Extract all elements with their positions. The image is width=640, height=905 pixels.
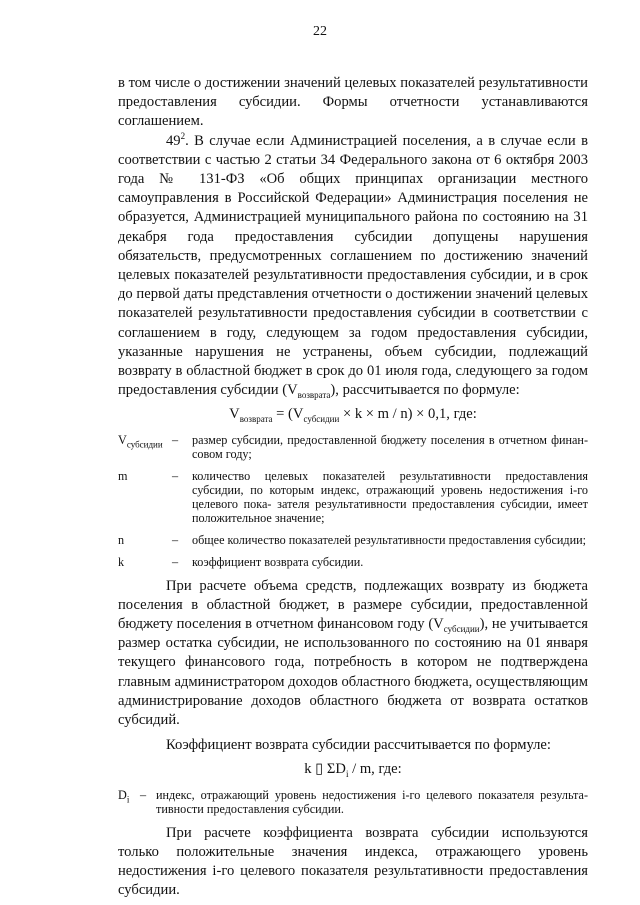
clause-number: 49 [166,132,181,149]
paragraph-coefficient: Коэффициент возврата субсидии рассчитывается по формуле: [166,737,551,754]
document-body [118,74,588,901]
definitions-list-2 [118,788,588,816]
v-return-subscript: возврата [297,390,331,401]
definition-dash: – [140,787,147,802]
definition-symbol: m [118,468,128,483]
definition-text: общее количество показателей результативности предоставления субсидии; [192,532,587,547]
definition-dash: – [172,532,179,547]
paragraph-49-2 [118,132,588,401]
definition-dash: – [172,432,179,447]
formula-return-volume [118,405,588,424]
formula-sub-return: возврата [239,414,273,425]
paragraph-1: в том числе о достижении значений целевых показателей результативности предоставления субсидии. Формы отчетности устанавливаются соглашением. [118,75,588,130]
definition-item [118,469,588,525]
definition-dash: – [172,554,179,569]
definitions-list-1 [118,433,588,569]
definition-text: коэффициент возврата субсидии. [192,554,364,569]
definition-dash: – [172,468,179,483]
definition-text: количество целевых показателей результативности предоставления субсидии, по которым индекс, отражающий уровень недостижения i-го целевого пока- зателя результативности предоставления субсидии, имеет положительное значение; [192,468,589,525]
definition-text: индекс, отражающий уровень недостижения i-го целевого показателя результа- тивности предоставления субсидии. [156,787,588,816]
clause-superscript: 2 [180,130,186,141]
formula-sub-subsidy: субсидии [303,414,340,425]
page-number: 22 [313,24,327,39]
formula-term-v: V [229,406,240,423]
clause-text-tail: ), рассчитывается по формуле: [330,382,520,399]
clause-text: . В случае если Администрацией поселения, а в случае если в соответствии с частью 2 статьи 34 Федерального закона от 6 октября 2003 года № 131-ФЗ «Об общих принципах организации местного самоуправления в Российской Федерации» Администрация поселения не образуется, Администрацией муниципального района по состоянию на 31 декабря года предоставления субсидии допущены нарушения обязательств, предусмотренных соглашением по достижению значений целевых показателей результативности предоставления субсидии, и в срок до первой даты представления отчетности о достижении значений целевых показателей результативности предоставления субсидии в соответствии с соглашением в году, следующем за годом предоставления субсидии, указанные нарушения не устранены, объем субсидии, подлежащий возврату в областной бюджет в срок до 01 июля года, следующего за годом предоставления субсидии (V [118,132,588,399]
definition-item [118,788,588,816]
definition-item [118,555,588,569]
definition-symbol: n [118,532,125,547]
definition-symbol: k [118,554,125,569]
formula-box-glyph: ▯ [315,761,324,778]
paragraph-positive-values: При расчете коэффициента возврата субсидии используются только положительные значения индекса, отражающего уровень недостижения i-го целевого показателя результативности предоставления субсидии. [118,824,588,899]
paragraph-remainder: При расчете объема средств, подлежащих возврату из бюджета поселения в областной бюджет, в размере субсидии, предоставленной бюджету поселения в отчетном финансовом году $(V_{субсидии})$, не учитывается размер остатка субсидии, не использованного по состоянию на 01 января текущего финансового года, потребность в котором не подтверждена главным администратором доходов областного бюджета, осуществляющим администрирование доходов областного бюджета от возврата остатков субсидий. [118,577,588,729]
formula-term-open: = (V [272,406,304,423]
definition-text: размер субсидии, предоставленной бюджету поселения в отчетном финан- совом году; [192,432,588,461]
formula-coefficient: k ▯ $\Sigma D_i$ / m, где: [304,761,402,780]
definition-symbol: $V_{субсидии}$ [118,432,163,450]
definition-item [118,533,588,547]
definition-symbol: $D_i$ [118,787,130,805]
v-subsidy-subscript: субсидии [443,623,480,634]
definition-item [118,433,588,461]
formula-term-rest: × k × m / n) × 0,1, где: [339,406,477,423]
